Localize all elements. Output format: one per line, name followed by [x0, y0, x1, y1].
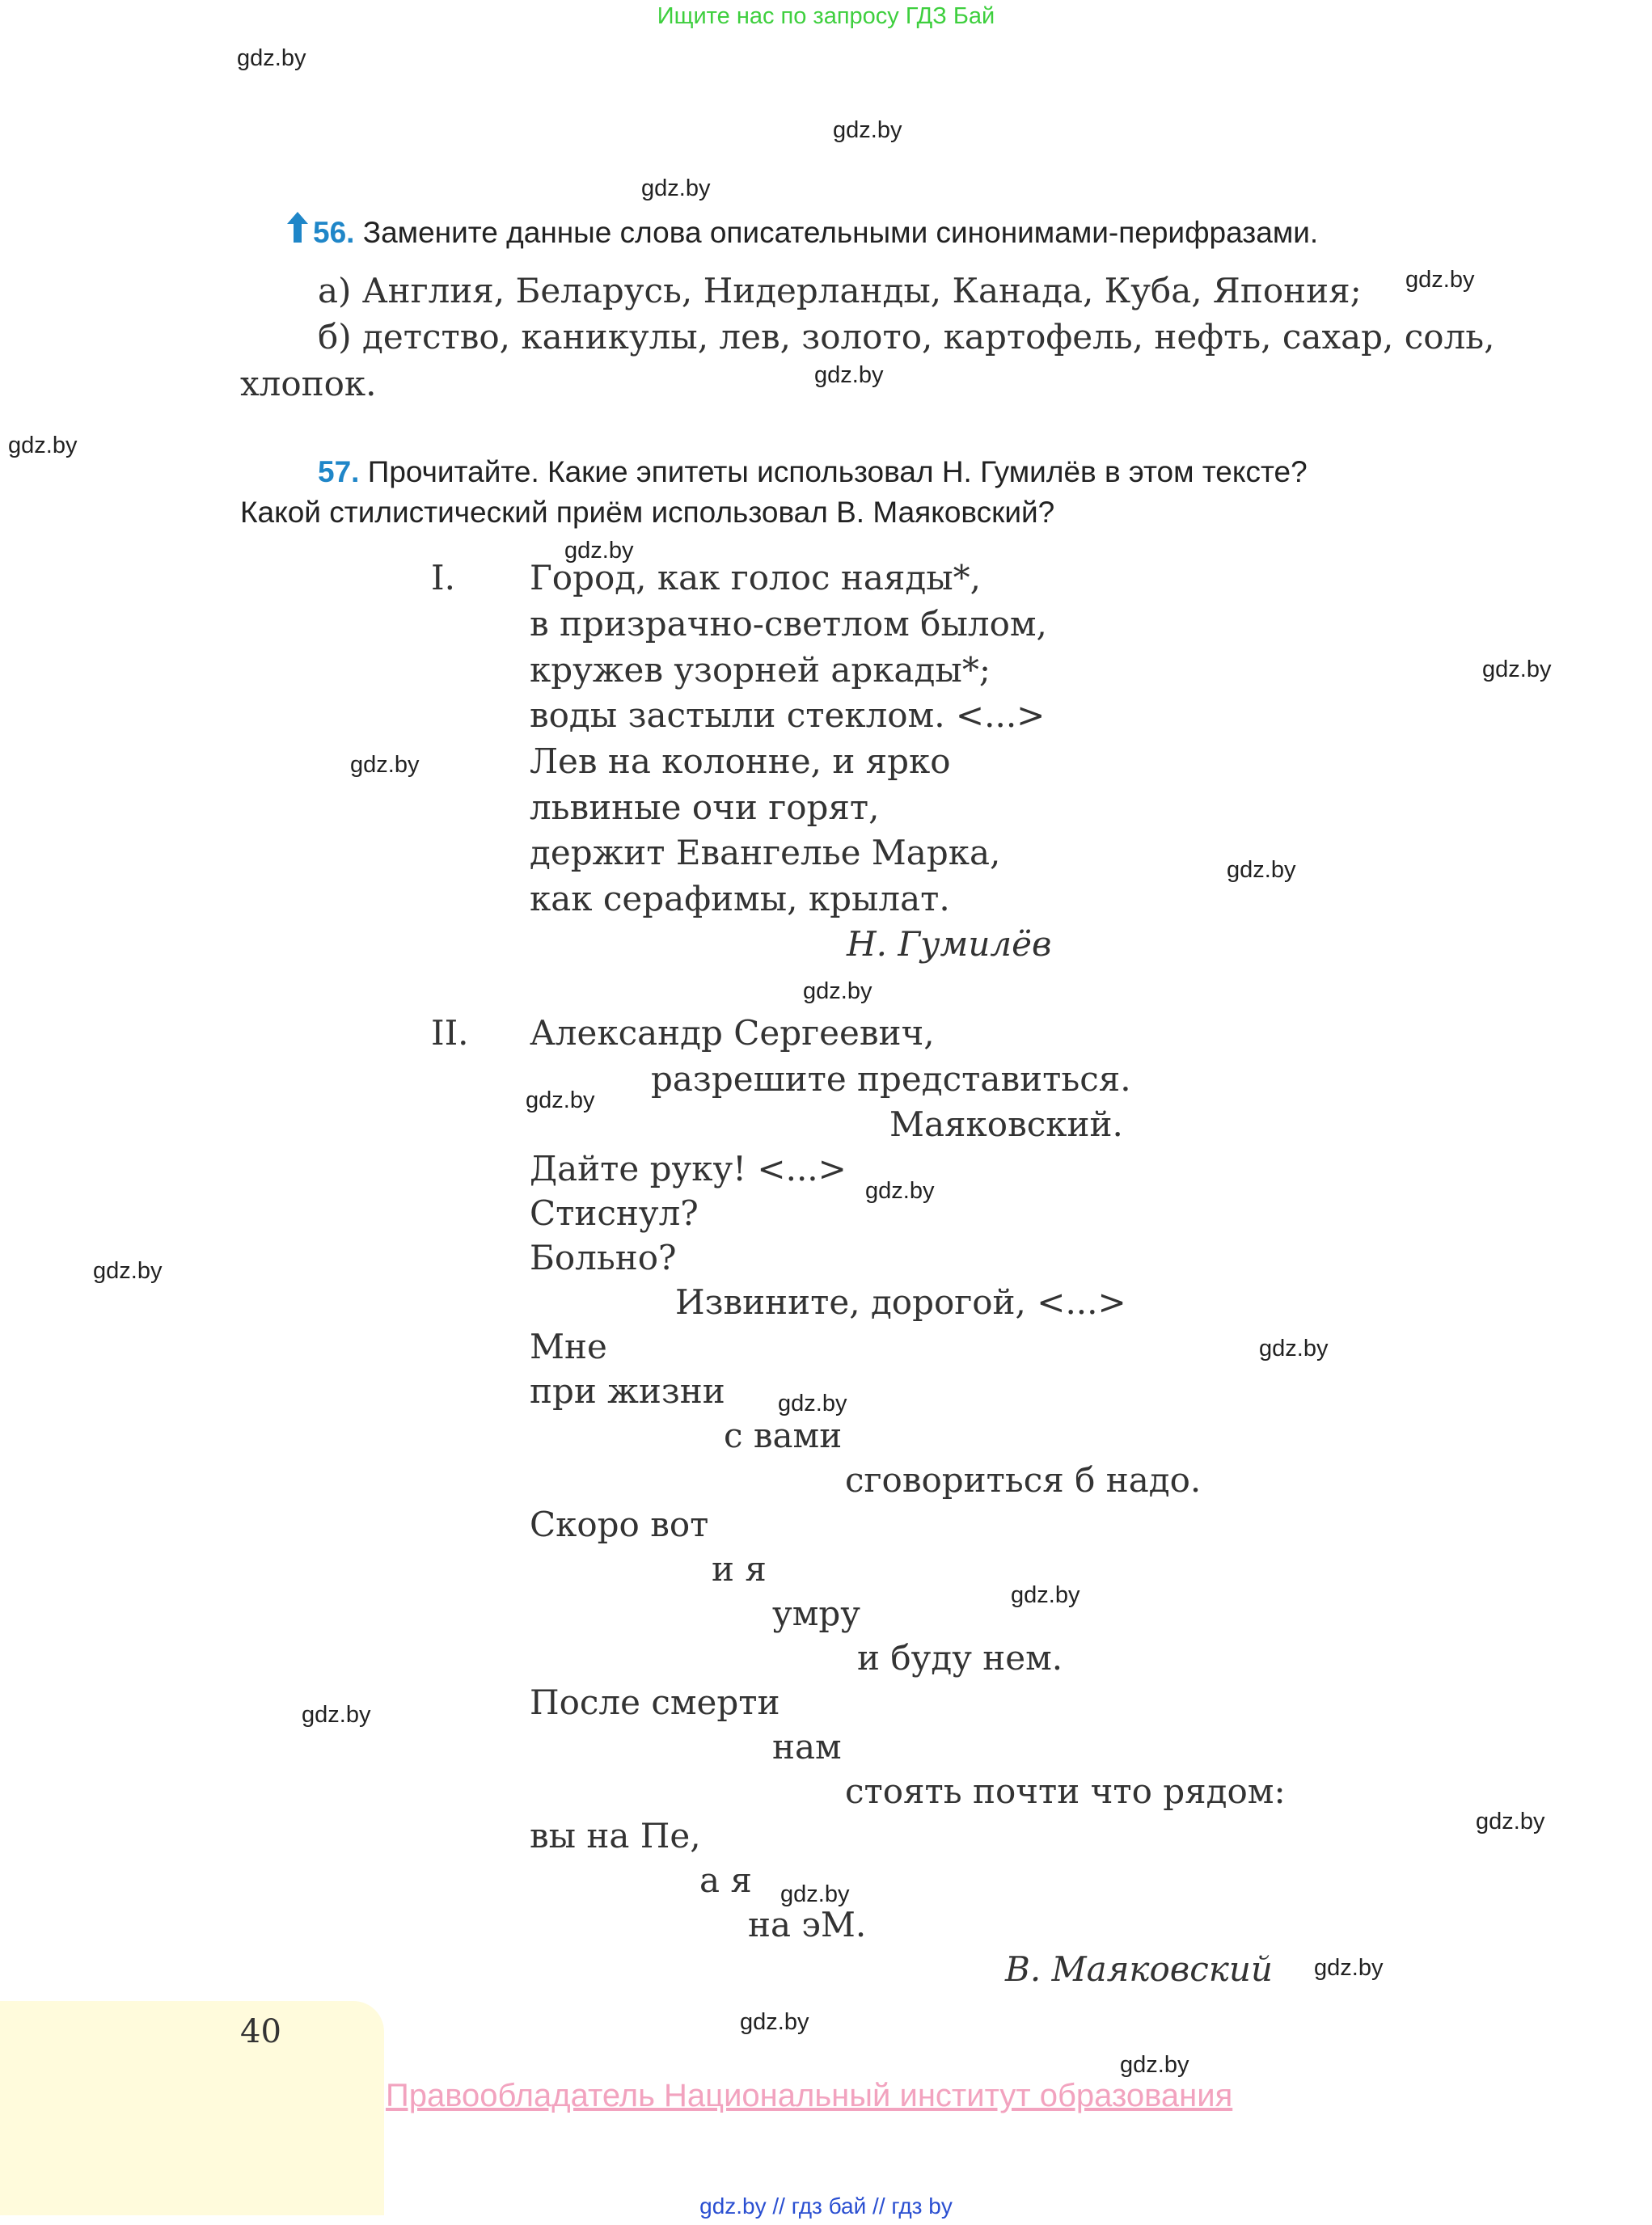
- poem-line: Больно?: [530, 1238, 677, 1277]
- watermark: gdz.by: [1314, 1955, 1384, 1981]
- poem-numeral: II.: [431, 1013, 469, 1053]
- footer-links[interactable]: gdz.by // гдз бай // гдз by: [699, 2193, 953, 2219]
- task-57-header: [318, 455, 1308, 489]
- poem-line: После смерти: [530, 1682, 780, 1722]
- poem-line: Лев на колонне, и ярко: [530, 741, 951, 781]
- watermark: gdz.by: [865, 1178, 935, 1204]
- poem-line: на эМ.: [748, 1905, 867, 1944]
- poem-line: Маяковский.: [889, 1104, 1123, 1144]
- poem-line: кружев узорней аркады*;: [530, 650, 991, 690]
- poem-line: нам: [772, 1727, 842, 1767]
- watermark: gdz.by: [1405, 267, 1475, 293]
- task-line-b1: б) детство, каникулы, лев, золото, картофель, нефть, сахар, соль,: [318, 317, 1495, 357]
- watermark: gdz.by: [350, 752, 420, 778]
- watermark: gdz.by: [803, 978, 872, 1004]
- poem-line: Александр Сергеевич,: [530, 1013, 935, 1053]
- poem-line: Мне: [530, 1327, 607, 1366]
- poem-line: в призрачно-светлом былом,: [530, 604, 1047, 644]
- poem-line: с вами: [724, 1416, 843, 1455]
- poem-line: вы на Пе,: [530, 1816, 701, 1856]
- watermark: gdz.by: [1011, 1582, 1080, 1608]
- watermark: gdz.by: [1476, 1809, 1545, 1834]
- poem-line: и я: [712, 1549, 767, 1589]
- poem-line: Извините, дорогой, <...>: [675, 1282, 1126, 1322]
- page-number: 40: [240, 2013, 281, 2050]
- watermark: gdz.by: [780, 1881, 850, 1907]
- watermark: gdz.by: [740, 2009, 809, 2035]
- arrow-up-icon: [287, 212, 308, 250]
- page-number-box: [0, 2001, 384, 2215]
- watermark: gdz.by: [1482, 657, 1552, 682]
- watermark: gdz.by: [1227, 857, 1296, 883]
- task-instruction: Замените данные слова описательными синонимами-перифразами.: [362, 216, 1319, 249]
- poem-line: Город, как голос наяды*,: [530, 558, 982, 597]
- watermark: gdz.by: [564, 538, 634, 564]
- poem-line: Стиснул?: [530, 1193, 699, 1233]
- watermark: gdz.by: [833, 117, 902, 143]
- watermark: gdz.by: [1259, 1336, 1329, 1362]
- poem-line: держит Евангелье Марка,: [530, 833, 1001, 872]
- poem-line: и буду нем.: [857, 1638, 1063, 1678]
- poem-line: при жизни: [530, 1371, 725, 1411]
- watermark: gdz.by: [93, 1258, 163, 1284]
- watermark: gdz.by: [526, 1087, 595, 1113]
- watermark: gdz.by: [814, 362, 884, 388]
- poem-line: как серафимы, крылат.: [530, 879, 950, 918]
- poem-line: Скоро вот: [530, 1505, 709, 1544]
- watermark: gdz.by: [641, 175, 711, 201]
- poem-line: воды застыли стеклом. <...>: [530, 695, 1046, 735]
- poem-line: разрешите представиться.: [651, 1059, 1131, 1099]
- search-banner: Ищите нас по запросу ГДЗ Бай: [657, 3, 995, 29]
- task-number: 57.: [318, 455, 360, 488]
- poem-line: сговориться б надо.: [845, 1460, 1202, 1500]
- watermark: gdz.by: [778, 1391, 847, 1416]
- task-instruction: Прочитайте. Какие эпитеты использовал Н. Гумилёв в этом тексте?: [367, 455, 1308, 488]
- watermark: gdz.by: [237, 45, 306, 71]
- task-line-a: а) Англия, Беларусь, Нидерланды, Канада, Куба, Япония;: [318, 271, 1362, 310]
- task-56-header: [287, 212, 1318, 250]
- task-instruction-2: Какой стилистический приём использовал В. Маяковский?: [240, 496, 1055, 529]
- poem-line: а я: [699, 1860, 752, 1900]
- task-line-b2: хлопок.: [240, 364, 377, 403]
- poem-line: львиные очи горят,: [530, 787, 880, 827]
- watermark: gdz.by: [1120, 2052, 1189, 2078]
- copyright-link[interactable]: Правообладатель Национальный институт образования: [386, 2078, 1233, 2113]
- poem-line: умру: [772, 1594, 860, 1633]
- poem-numeral: I.: [431, 558, 455, 597]
- poem-author: Н. Гумилёв: [847, 924, 1052, 964]
- poem-line: Дайте руку! <...>: [530, 1149, 847, 1188]
- poem-line: стоять почти что рядом:: [845, 1771, 1286, 1811]
- watermark: gdz.by: [8, 433, 78, 458]
- watermark: gdz.by: [302, 1702, 371, 1728]
- poem-author: В. Маяковский: [1005, 1949, 1273, 1989]
- task-number: 56.: [313, 216, 355, 249]
